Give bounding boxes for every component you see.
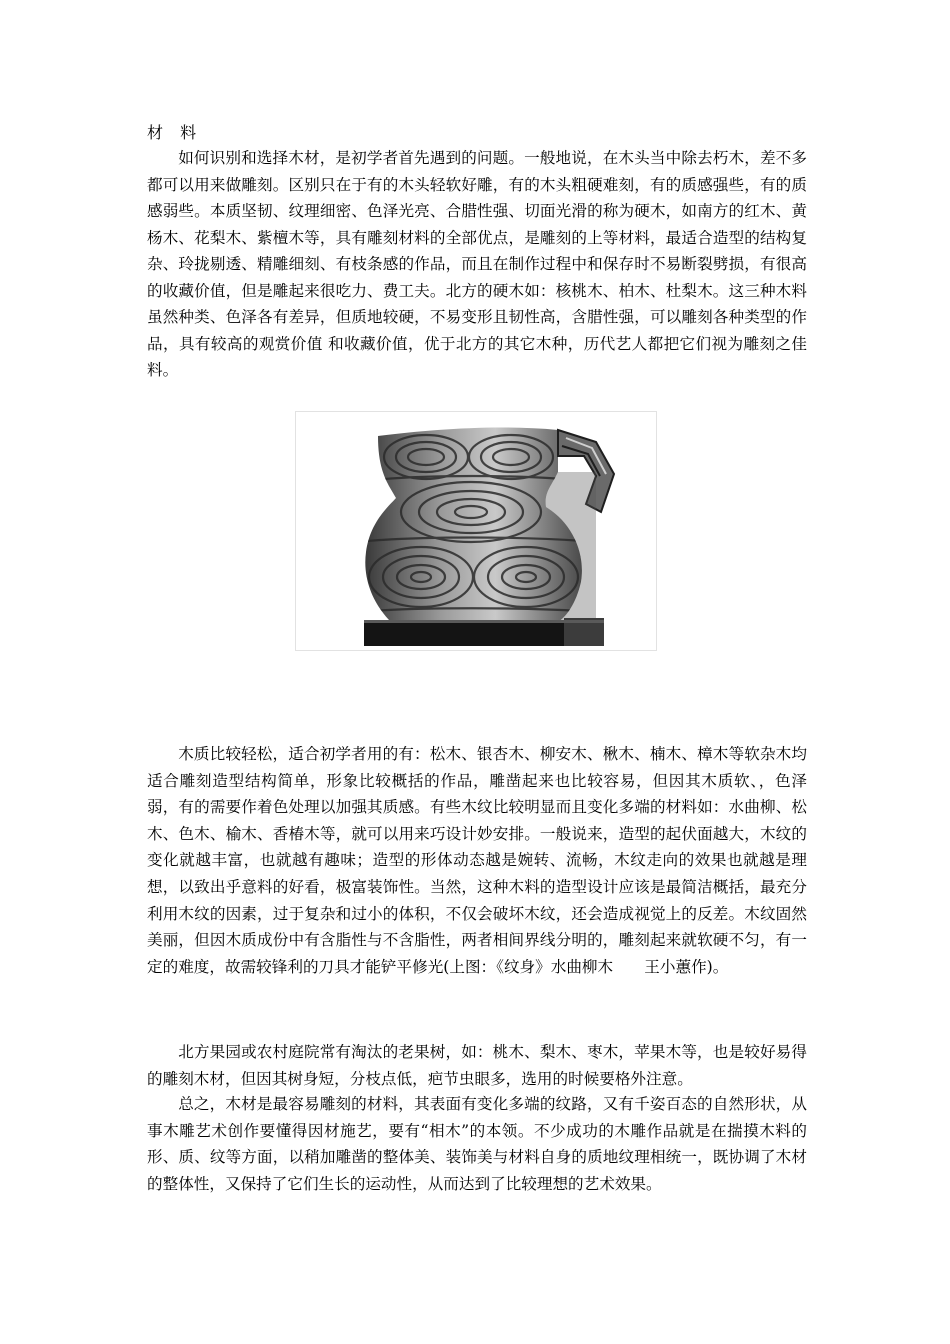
wood-sculpture-image	[296, 412, 656, 650]
sculpture-base	[364, 618, 604, 646]
paragraph-fruitwood: 北方果园或农村庭院常有淘汰的老果树，如：桃木、梨木、枣木，苹果木等，也是较好易得的雕刻木材，但因其树身短，分枝点低，疤节虫眼多，选用的时候要格外注意。	[147, 1043, 807, 1088]
section-title: 材 料	[147, 123, 203, 142]
paragraph-softwood: 木质比较轻松，适合初学者用的有：松木、银杏木、柳安木、楸木、楠木、樟木等软杂木均适合雕刻造型结构简单，形象比较概括的作品，雕凿起来也比较容易，但因其木质软、，色泽弱，有的需要作着色处理以加强其质感。有些木纹比较明显而且变化多端的材料如：水曲柳、松木、色木、榆木、香椿木等，就可以用来巧设计妙安排。一般说来，造型的起伏面越大，木纹的变化就越丰富，也就越有趣味；造型的形体动态越是婉转、流畅，木纹走向的效果也就越是理想，以致出乎意料的好看，极富装饰性。当然，这种木料的造型设计应该是最简洁概括，最充分利用木纹的因素，过于复杂和过小的体积，不仅会破坏木纹，还会造成视觉上的反差。木纹固然美丽，但因木质成份中有含脂性与不含脂性，两者相间界线分明的，雕刻起来就软硬不匀，有一定的难度，故需较锋利的刀具才能铲平修光(上图：《纹身》水曲柳木 王小蕙作)。	[147, 745, 807, 976]
sculpture-body	[356, 428, 614, 622]
paragraph-hardwood: 如何识别和选择木材，是初学者首先遇到的问题。一般地说，在木头当中除去朽木，差不多都可以用来做雕刻。区别只在于有的木头轻软好雕，有的木头粗硬难刻，有的质感强些，有的质感弱些。本质坚韧、纹理细密、色泽光亮、合腊性强、切面光滑的称为硬木，如南方的红木、黄杨木、花梨木、紫檀木等，具有雕刻材料的全部优点，是雕刻的上等材料，最适合造型的结构复杂、玲拢剔透、精雕细刻、有枝条感的作品，而且在制作过程中和保存时不易断裂劈损，有很高的收藏价值，但是雕起来很吃力、费工夫。北方的硬木如：核桃木、柏木、杜梨木。这三种木料虽然种类、色泽各有差异，但质地较硬，不易变形且韧性高，含腊性强，可以雕刻各种类型的作品，具有较高的观赏价值 和收藏价值，优于北方的其它木种，历代艺人都把它们视为雕刻之佳料。	[147, 149, 807, 379]
paragraph-summary: 总之，木材是最容易雕刻的材料，其表面有变化多端的纹路，又有千姿百态的自然形状，从事木雕艺术创作要懂得因材施艺，要有“相木”的本领。不少成功的木雕作品就是在揣摸木料的形、质、纹等方面，以稍加雕凿的整体美、装饰美与材料自身的质地纹理相统一，既协调了木材的整体性，又保持了它们生长的运动性，从而达到了比较理想的艺术效果。	[147, 1095, 807, 1193]
sculpture-photo	[295, 411, 657, 651]
